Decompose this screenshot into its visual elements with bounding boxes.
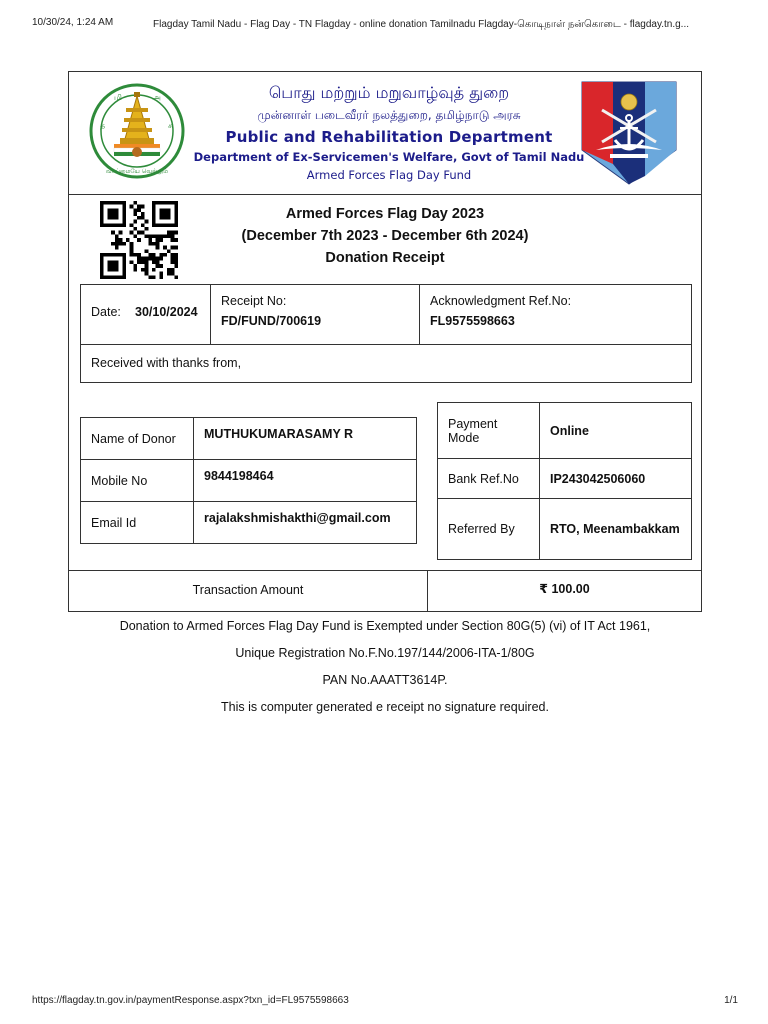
svg-text:சு: சு	[168, 121, 174, 130]
note-registration: Unique Registration No.F.No.197/144/2006-ITA-1/80G	[235, 646, 535, 660]
date-value: 30/10/2024	[135, 305, 198, 319]
receipt	[68, 71, 702, 612]
heading-line1: Armed Forces Flag Day 2023	[285, 206, 485, 222]
print-page-count: 1/1	[724, 995, 738, 1006]
donor-name-value: MUTHUKUMARASAMY R	[204, 427, 354, 441]
tamil-title-line2: முன்னாள் படைவீரர் நலத்துறை, தமிழ்நாடு அரசு	[257, 108, 521, 122]
email-value: rajalakshmishakthi@gmail.com	[204, 511, 391, 525]
donor-name-label: Name of Donor	[81, 418, 194, 459]
heading-line3: Donation Receipt	[325, 250, 445, 266]
mobile-value: 9844198464	[204, 469, 274, 483]
payment-mode-label: Payment Mode	[438, 403, 540, 458]
email-row	[81, 502, 416, 543]
english-title-line1: Public and Rehabilitation Department	[225, 128, 553, 146]
donor-details-table	[80, 417, 417, 544]
svg-text:த: த	[100, 121, 106, 130]
receipt-info-row	[81, 285, 691, 345]
referred-by-row	[438, 499, 691, 559]
note-computer-generated: This is computer generated e receipt no signature required.	[221, 700, 549, 714]
armed-forces-flag-icon	[580, 80, 678, 186]
receipt-notes	[68, 613, 702, 721]
bank-ref-label: Bank Ref.No	[438, 459, 540, 498]
received-thanks-text: Received with thanks from,	[91, 356, 242, 370]
email-label: Email Id	[81, 502, 194, 543]
payment-details-table	[437, 402, 692, 560]
ack-ref-label: Acknowledgment Ref.No:	[430, 294, 572, 308]
receipt-heading	[189, 203, 581, 269]
transaction-amount-label: Transaction Amount	[69, 570, 428, 612]
qr-code-icon	[97, 201, 181, 279]
department-title-block	[189, 82, 589, 184]
date-label: Date:	[91, 305, 121, 319]
receipt-no-label: Receipt No:	[221, 294, 287, 308]
svg-text:மி: மி	[114, 93, 122, 102]
referred-by-label: Referred By	[438, 499, 540, 559]
note-pan: PAN No.AAATT3614P.	[322, 673, 448, 687]
date-cell	[81, 285, 211, 344]
ack-ref-cell	[420, 285, 691, 344]
emblem-motto: வாய்மையே வெல்லும்	[105, 168, 169, 175]
ack-ref-value: FL9575598663	[430, 314, 515, 328]
svg-text:அ: அ	[152, 93, 161, 102]
mobile-row	[81, 460, 416, 502]
donor-name-row	[81, 418, 416, 460]
receipt-no-value: FD/FUND/700619	[221, 314, 322, 328]
payment-mode-row	[438, 403, 691, 459]
tamil-nadu-emblem-icon	[84, 82, 190, 180]
bank-ref-value: IP243042506060	[550, 471, 646, 486]
print-url: https://flagday.tn.gov.in/paymentResponse.aspx?txn_id=FL9575598663	[32, 995, 349, 1006]
bank-ref-row	[438, 459, 691, 499]
tamil-title-line1: பொது மற்றும் மறுவாழ்வுத் துறை	[268, 83, 510, 102]
receipt-info-box	[80, 284, 692, 383]
english-title-line3: Armed Forces Flag Day Fund	[306, 168, 472, 182]
payment-mode-value: Online	[550, 423, 589, 438]
print-page-title: Flagday Tamil Nadu - Flag Day - TN Flagday - online donation Tamilnadu Flagday-கொடிநாள் நன்கொடை - flagday.tn.g...	[153, 19, 690, 30]
receipt-no-cell	[211, 285, 420, 344]
mobile-label: Mobile No	[81, 460, 194, 501]
print-datetime: 10/30/24, 1:24 AM	[32, 17, 114, 28]
english-title-line2: Department of Ex-Servicemen's Welfare, Govt of Tamil Nadu	[193, 150, 585, 164]
department-banner	[69, 72, 701, 195]
transaction-amount-value: ₹ 100.00	[539, 582, 590, 596]
note-exemption: Donation to Armed Forces Flag Day Fund is Exempted under Section 80G(5) (vi) of IT Act 1961,	[119, 619, 651, 633]
heading-line2: (December 7th 2023 - December 6th 2024)	[241, 228, 529, 244]
referred-by-value: RTO, Meenambakkam	[550, 522, 680, 536]
